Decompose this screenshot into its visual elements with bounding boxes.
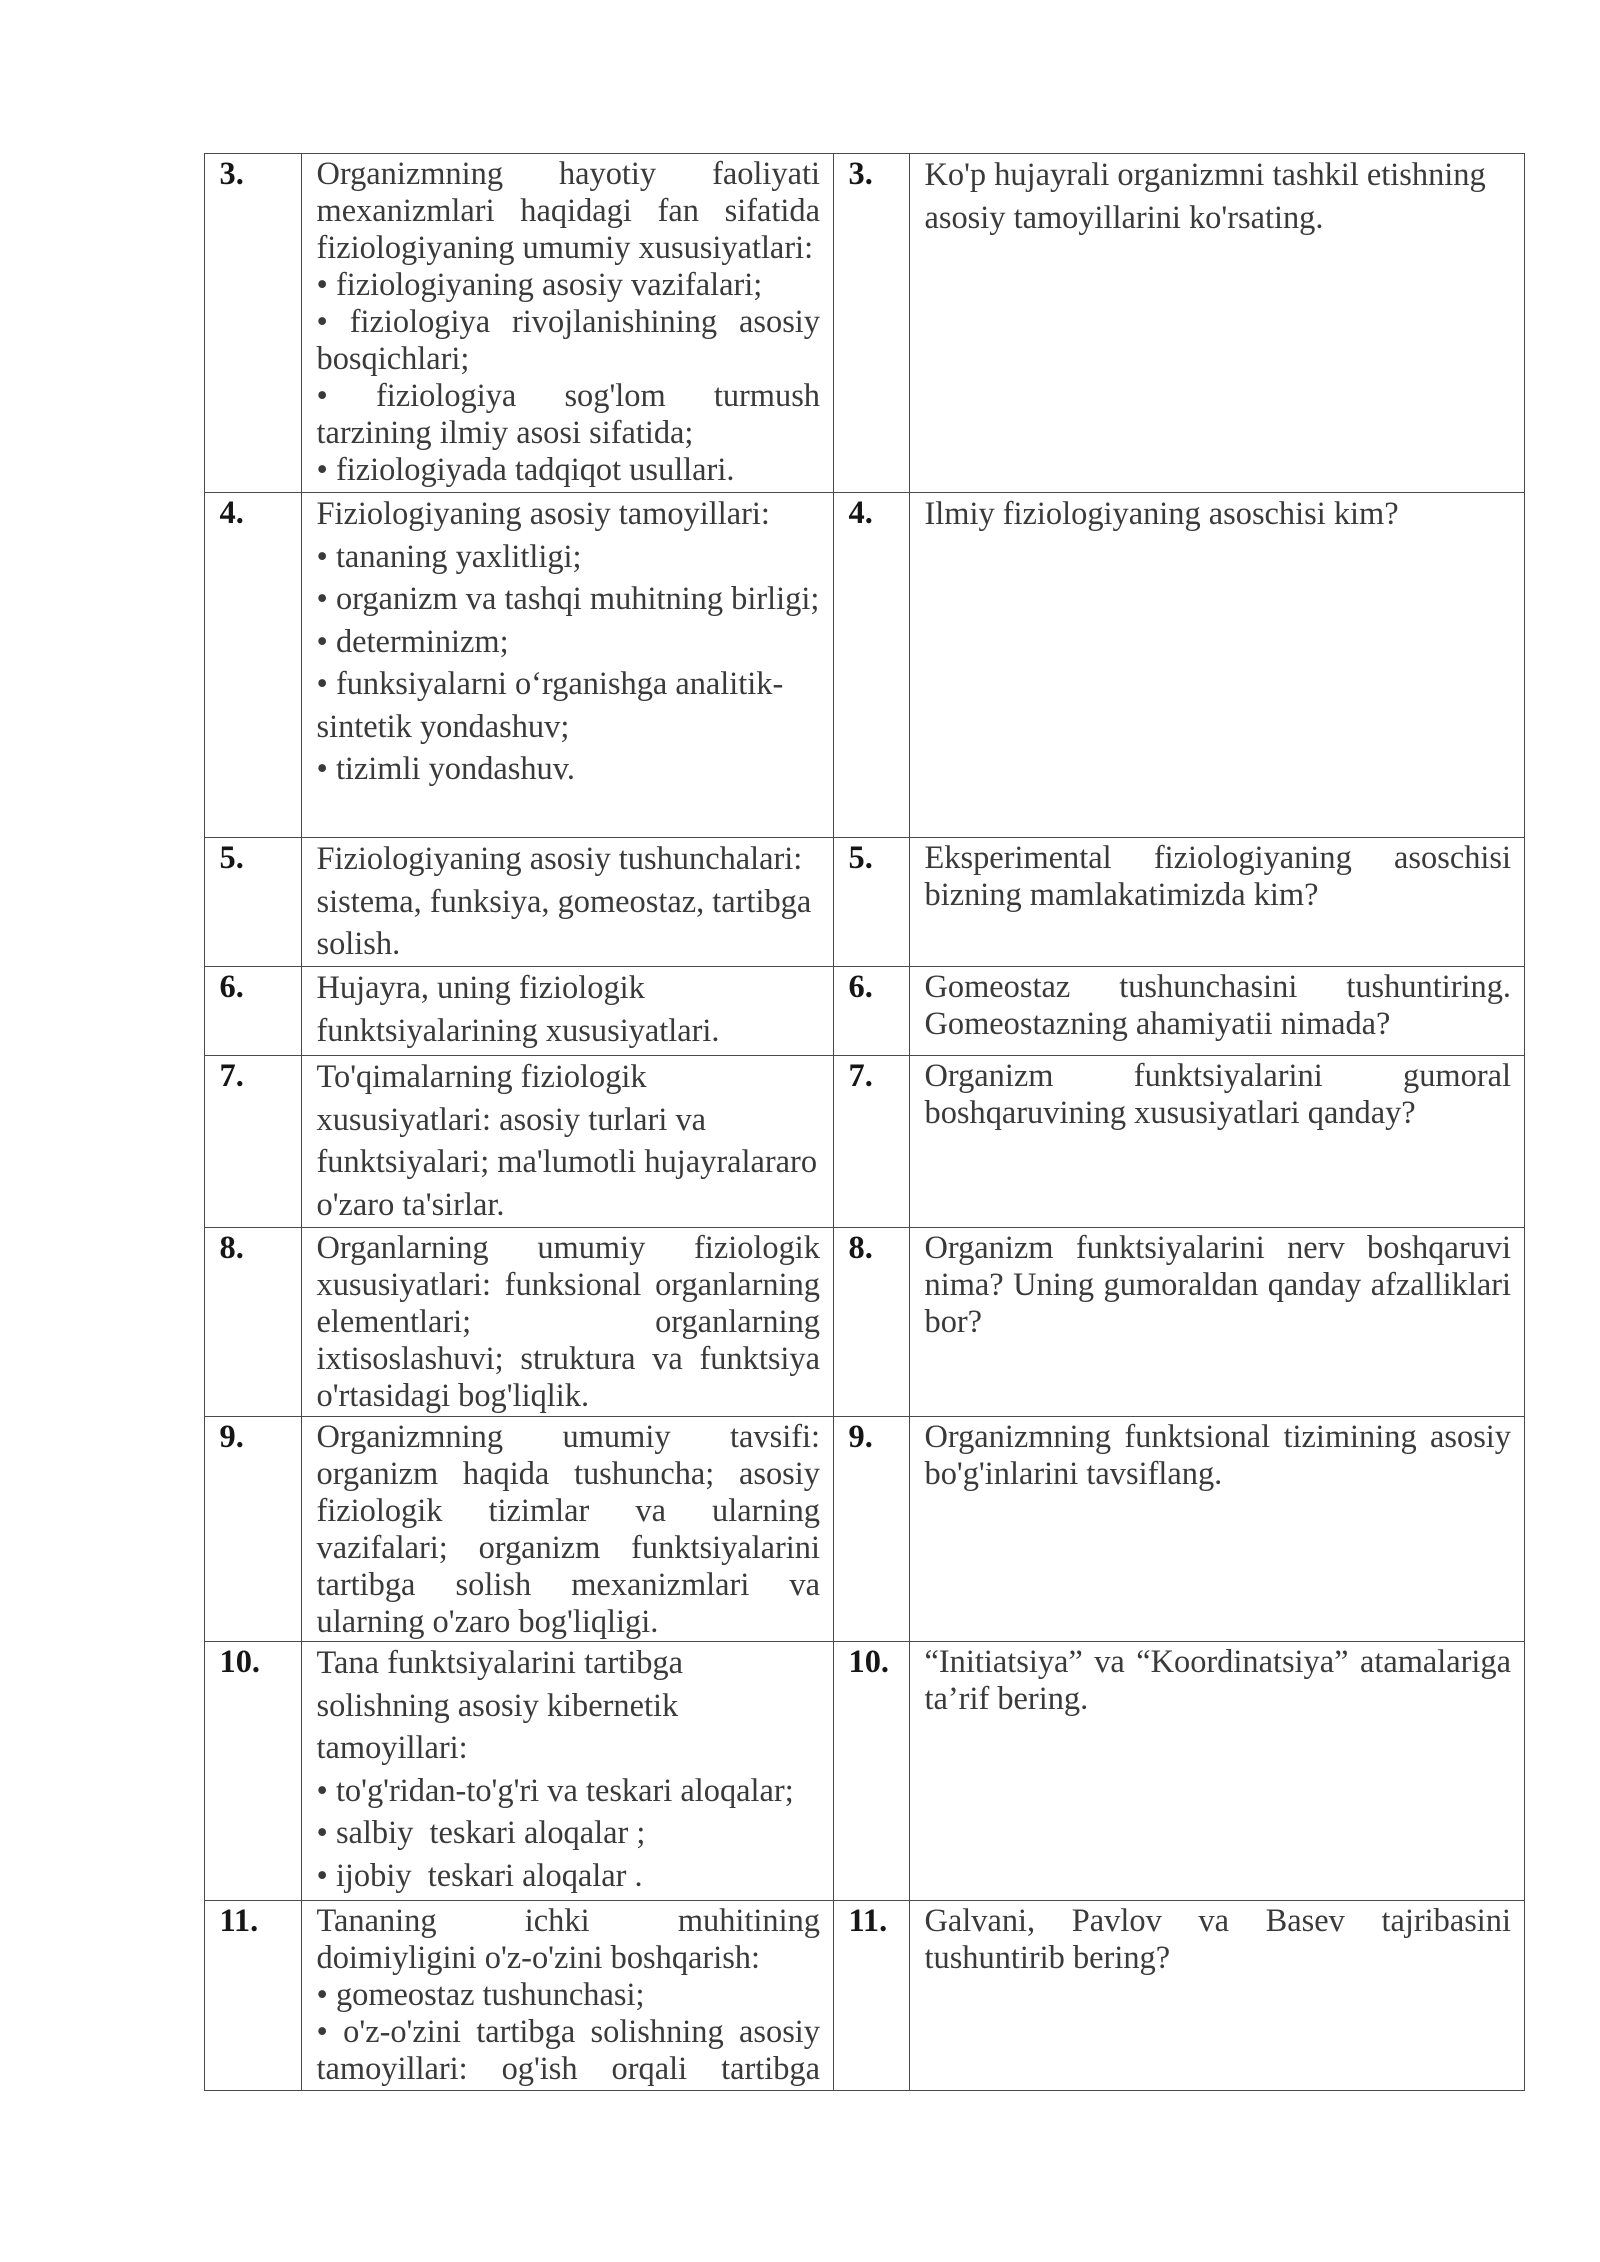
topics-questions-table [204, 153, 1525, 2091]
topic-bullet: • tananing yaxlitligi; [316, 538, 582, 575]
question-number: 10. [834, 1642, 910, 1901]
topic-paragraph: Fiziologiyaning asosiy tamoyillari: [316, 496, 770, 532]
topic-paragraph: Hujayra, uning fiziologik funktsiyalarining xususiyatlari. [316, 970, 720, 1049]
table-row [205, 838, 1525, 967]
table-row [205, 967, 1525, 1056]
question-cell [910, 1642, 1525, 1901]
topic-bullet: • salbiy teskari aloqalar ; [316, 1815, 646, 1851]
question-text: “Initiatsiya” va “Koordinatsiya” atamalariga ta’rif bering. [924, 1644, 1511, 1717]
topic-number: 5. [205, 838, 302, 967]
question-text: Ilmiy fiziologiyaning asoschisi kim? [924, 496, 1399, 532]
table-row [205, 1228, 1525, 1417]
topic-bullet: • gomeostaz tushunchasi; [316, 1977, 645, 2013]
question-cell [910, 838, 1525, 967]
question-text: Organizm funktsiyalarini gumoral boshqaruvining xususiyatlari qanday? [924, 1058, 1511, 1131]
topic-number: 8. [205, 1228, 302, 1417]
topic-bullet: • to'g'ridan-to'g'ri va teskari aloqalar; [316, 1772, 794, 1809]
question-number: 9. [834, 1417, 910, 1642]
table-row [205, 1417, 1525, 1642]
topic-bullet: • ijobiy teskari aloqalar . [316, 1857, 643, 1894]
topic-cell [302, 493, 834, 838]
question-number: 8. [834, 1228, 910, 1417]
topic-number: 6. [205, 967, 302, 1056]
question-text: Organizm funktsiyalarini nerv boshqaruvi nima? Uning gumoraldan qanday afzalliklari bor? [924, 1230, 1511, 1340]
topic-paragraph: Fiziologiyaning asosiy tushunchalari: sistema, funksiya, gomeostaz, tartibga solish. [316, 841, 812, 962]
question-text: Gomeostaz tushunchasini tushuntiring. Gomeostazning ahamiyatii nimada? [924, 969, 1511, 1042]
topic-bullet: • fiziologiya rivojlanishining asosiy bosqichlari; [316, 304, 820, 377]
question-text: Eksperimental fiziologiyaning asoschisi bizning mamlakatimizda kim? [924, 840, 1511, 913]
topic-cell [302, 838, 834, 967]
topic-cell [302, 967, 834, 1056]
topic-paragraph: Tananing ichki muhitining doimiyligini o'z-o'zini boshqarish: [316, 1903, 820, 1976]
table-row [205, 1901, 1525, 2091]
table-row [205, 154, 1525, 493]
topic-number: 11. [205, 1901, 302, 2091]
topic-cell [302, 154, 834, 493]
topic-bullet: • funksiyalarni o‘rganishga analitik-sintetik yondashuv; [316, 666, 784, 745]
table-row [205, 1056, 1525, 1228]
topic-cell [302, 1056, 834, 1228]
question-number: 7. [834, 1056, 910, 1228]
topic-paragraph: Organizmning umumiy tavsifi: organizm haqida tushuncha; asosiy fiziologik tizimlar va ularning vazifalari; organizm funktsiyalarini tartibga solish mexanizmlari va ularning o'zaro bog'liqligi. [316, 1419, 820, 1640]
topic-number: 3. [205, 154, 302, 493]
topic-bullet: • determinizm; [316, 623, 509, 660]
question-text: Ko'p hujayrali organizmni tashkil etishning asosiy tamoyillarini ko'rsating. [924, 157, 1486, 236]
topic-cell [302, 1642, 834, 1901]
question-cell [910, 154, 1525, 493]
question-number: 6. [834, 967, 910, 1056]
topic-cell [302, 1228, 834, 1417]
question-cell [910, 1228, 1525, 1417]
topic-bullet: • fiziologiyada tadqiqot usullari. [316, 452, 735, 488]
question-cell [910, 1056, 1525, 1228]
topic-paragraph: To'qimalarning fiziologik xususiyatlari: asosiy turlari va funktsiyalari; ma'lumotli hujayralararo o'zaro ta'sirlar. [316, 1059, 818, 1223]
question-cell [910, 1901, 1525, 2091]
question-text: Organizmning funktsional tizimining asosiy bo'g'inlarini tavsiflang. [924, 1419, 1511, 1492]
question-number: 3. [834, 154, 910, 493]
topic-bullet: • organizm va tashqi muhitning birligi; [316, 581, 820, 617]
question-cell [910, 1417, 1525, 1642]
question-cell [910, 493, 1525, 838]
table-row [205, 1642, 1525, 1901]
question-number: 5. [834, 838, 910, 967]
table-row [205, 493, 1525, 838]
topic-bullet: • tizimli yondashuv. [316, 751, 575, 787]
question-number: 4. [834, 493, 910, 838]
topic-bullet: • fiziologiyaning asosiy vazifalari; [316, 267, 763, 303]
topic-number: 10. [205, 1642, 302, 1901]
topic-bullet: • fiziologiya sog'lom turmush tarzining ilmiy asosi sifatida; [316, 378, 820, 451]
topic-bullet: • o'z-o'zini tartibga solishning asosiy tamoyillari: og'ish orqali tartibga [316, 2014, 820, 2087]
topic-number: 7. [205, 1056, 302, 1228]
topic-paragraph: Tana funktsiyalarini tartibga solishning asosiy kibernetik tamoyillari: [316, 1645, 692, 1766]
topic-cell [302, 1901, 834, 2091]
topic-paragraph: Organizmning hayotiy faoliyati mexanizmlari haqidagi fan sifatida fiziologiyaning umumiy xususiyatlari: [316, 156, 820, 266]
question-number: 11. [834, 1901, 910, 2091]
topic-cell [302, 1417, 834, 1642]
topic-paragraph: Organlarning umumiy fiziologik xususiyatlari: funksional organlarning elementlari; organlarning ixtisoslashuvi; struktura va funktsiya o'rtasidagi bog'liqlik. [316, 1230, 820, 1414]
topic-number: 4. [205, 493, 302, 838]
topic-number: 9. [205, 1417, 302, 1642]
question-text: Galvani, Pavlov va Basev tajribasini tushuntirib bering? [924, 1903, 1511, 1976]
question-cell [910, 967, 1525, 1056]
